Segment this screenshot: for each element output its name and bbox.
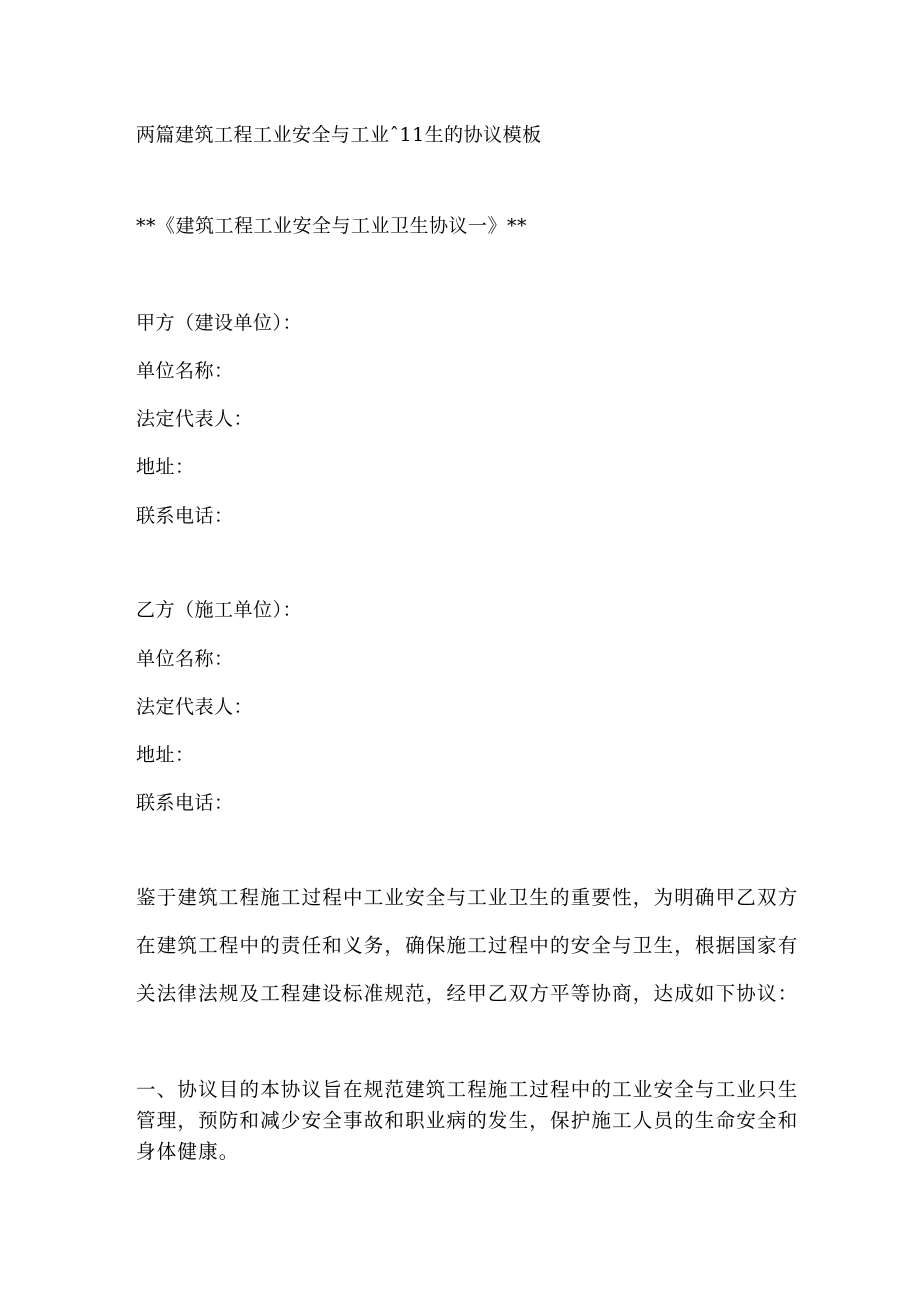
preamble-line: 鉴于建筑工程施工过程中工业安全与工业卫生的重要性，为明确甲乙双方 (136, 886, 799, 909)
section-1-line: 管理，预防和减少安全事故和职业病的发生，保护施工人员的生命安全和 (136, 1109, 799, 1132)
party-b-representative-label: 法定代表人： (136, 696, 254, 718)
party-a-heading: 甲方（建设单位）： (136, 312, 303, 334)
party-a-representative-label: 法定代表人： (136, 408, 254, 430)
section-1-line: 一、协议目的本协议旨在规范建筑工程施工过程中的工业安全与工业只生 (136, 1078, 799, 1101)
preamble-line: 在建筑工程中的责任和义务，确保施工过程中的安全与卫生，根据国家有 (136, 934, 799, 957)
party-b-heading: 乙方（施工单位）： (136, 599, 303, 621)
preamble-line: 关法律法规及工程建设标准规范，经甲乙双方平等协商，达成如下协议： (136, 982, 799, 1005)
agreement-subtitle: **《建筑工程工业安全与工业卫生协议一》** (136, 215, 528, 237)
party-b-name-label: 单位名称： (136, 648, 234, 670)
party-a-name-label: 单位名称： (136, 360, 234, 382)
party-b-address-label: 地址： (136, 744, 195, 766)
party-b-phone-label: 联系电话： (136, 792, 234, 814)
party-a-address-label: 地址： (136, 456, 195, 478)
party-a-phone-label: 联系电话： (136, 505, 234, 527)
document-title: 两篇建筑工程工业安全与工业ˆ11生的协议模板 (136, 124, 542, 146)
section-1-line: 身体健康。 (136, 1140, 240, 1163)
